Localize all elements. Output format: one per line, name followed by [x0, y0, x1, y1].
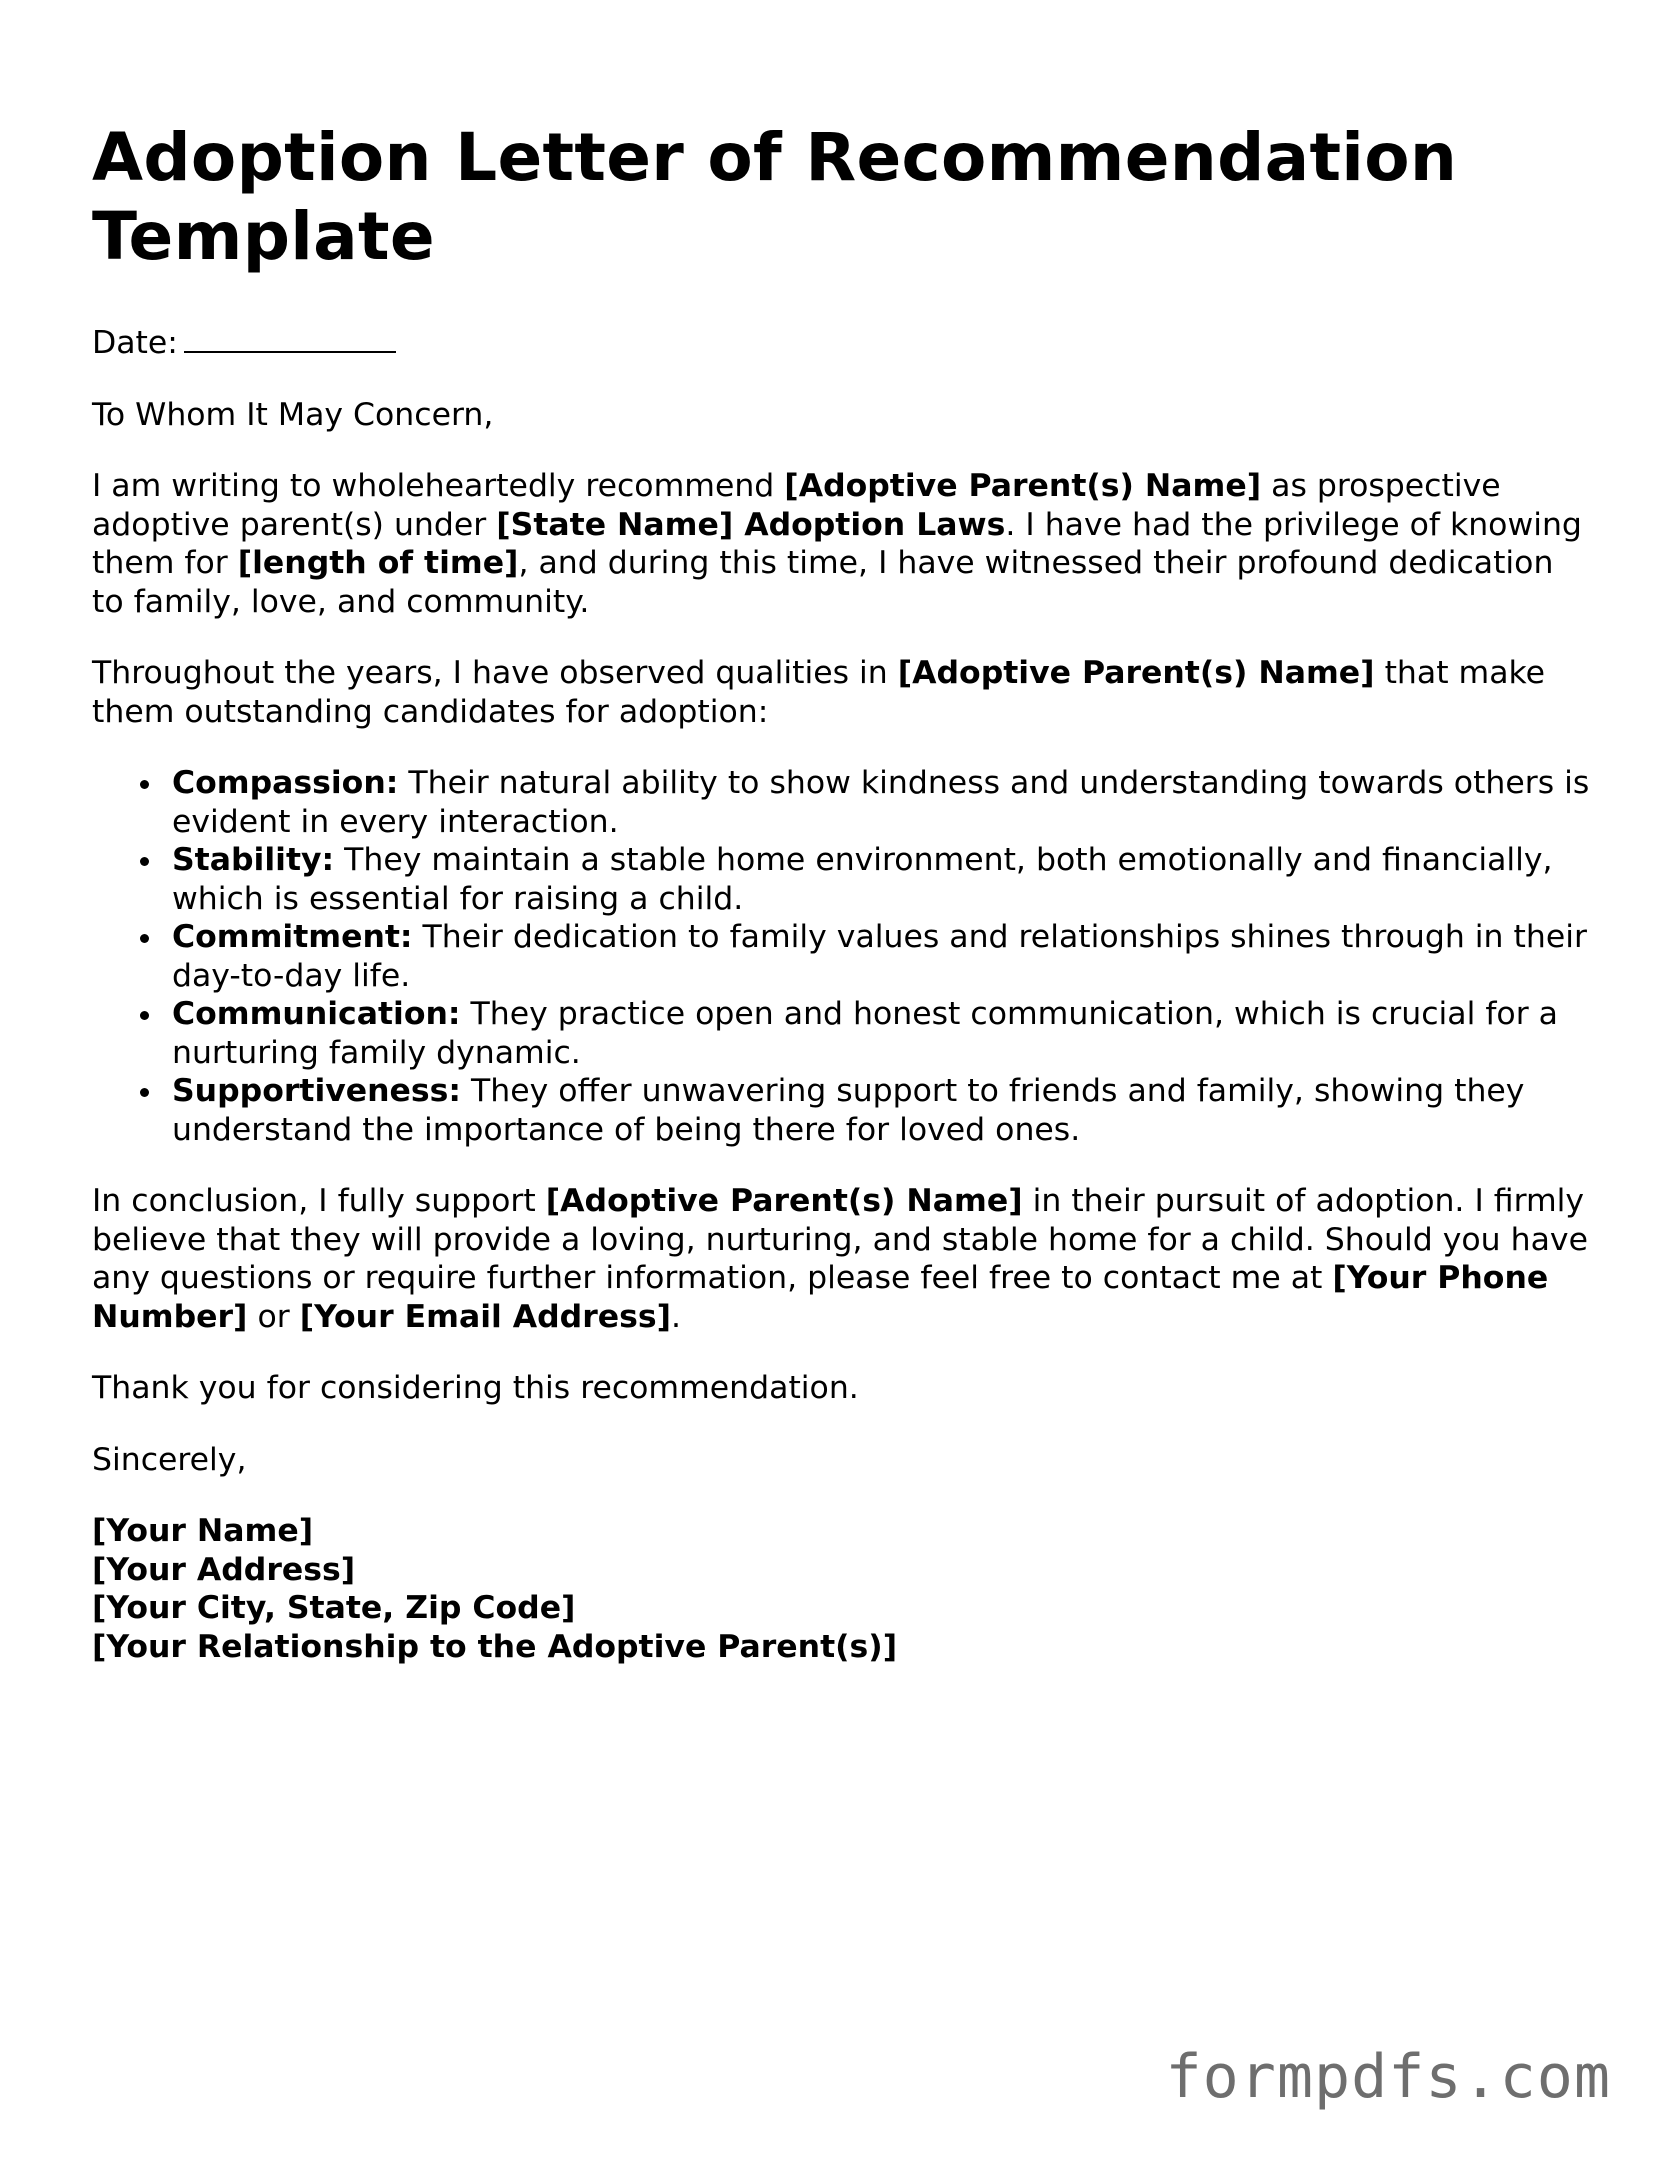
qualities-list [92, 764, 1592, 1149]
signature-name: [Your Name] [92, 1513, 314, 1549]
signature-address: [Your Address] [92, 1551, 356, 1588]
quality-label: Compassion: [172, 765, 399, 801]
phone-placeholder: [Your Phone Number] [92, 1260, 1549, 1335]
list-item [172, 841, 1592, 918]
date-blank-field[interactable] [184, 325, 396, 353]
quality-label: Supportiveness: [172, 1073, 462, 1109]
conclusion-paragraph [92, 1182, 1592, 1336]
list-item [172, 918, 1592, 995]
conclusion-text-2: in their pursuit of adoption. I firmly believe that they will provide a loving, nurturing, and stable home for a child. Should you have any questions or require further information, please feel free to contact me at [92, 1183, 1588, 1296]
qualities-intro-text-1: Throughout the years, I have observed qualities in [92, 655, 898, 691]
intro-text-4: , and during this time, I have witnessed their profound dedication to family, love, and community. [92, 545, 1554, 620]
email-placeholder: [Your Email Address] [299, 1298, 672, 1335]
quality-label: Stability: [172, 842, 335, 878]
thanks-line: Thank you for considering this recommendation. [92, 1370, 859, 1406]
list-item [172, 1072, 1592, 1149]
conclusion-text-1: In conclusion, I fully support [92, 1183, 546, 1219]
quality-text: Their dedication to family values and relationships shines through in their day-to-day life. [172, 919, 1587, 994]
closing-line: Sincerely, [92, 1441, 247, 1478]
list-item [172, 995, 1592, 1072]
intro-text-3: . I have had the privilege of knowing them for [92, 506, 1582, 581]
state-law-placeholder: [State Name] Adoption Laws [496, 506, 1006, 543]
quality-label: Commitment: [172, 919, 413, 955]
length-of-time-placeholder: [length of time] [237, 545, 519, 581]
signature-block [92, 1512, 1592, 1666]
quality-text: They offer unwavering support to friends and family, showing they understand the importance of being there for loved ones. [172, 1073, 1525, 1148]
intro-text-2: as prospective adoptive parent(s) under [92, 468, 1501, 543]
conclusion-text-3: or [247, 1298, 300, 1335]
quality-text: They maintain a stable home environment, both emotionally and financially, which is essential for raising a child. [172, 842, 1553, 917]
quality-label: Communication: [172, 996, 461, 1032]
page-title: Adoption Letter of Recommendation Template [92, 119, 1458, 275]
parent-name-placeholder: [Adoptive Parent(s) Name] [897, 655, 1375, 691]
intro-paragraph [92, 467, 1592, 621]
qualities-intro-text-2: that make them outstanding candidates for adoption: [92, 655, 1546, 730]
quality-text: They practice open and honest communication, which is crucial for a nurturing family dynamic. [172, 996, 1558, 1071]
list-item [172, 764, 1592, 841]
date-label: Date: [92, 325, 178, 361]
watermark: formpdfs.com [1165, 2042, 1611, 2112]
salutation: To Whom It May Concern, [92, 396, 494, 433]
conclusion-text-4: . [671, 1298, 682, 1335]
signature-city-state-zip: [Your City, State, Zip Code] [92, 1590, 576, 1626]
signature-relationship: [Your Relationship to the Adoptive Parent(s)] [92, 1628, 898, 1665]
intro-text-1: I am writing to wholeheartedly recommend [92, 468, 785, 504]
parent-name-placeholder: [Adoptive Parent(s) Name] [545, 1183, 1023, 1219]
letter-document [92, 118, 1592, 1666]
date-line [92, 324, 1592, 363]
quality-text: Their natural ability to show kindness and understanding towards others is evident in every interaction. [172, 765, 1590, 840]
parent-name-placeholder: [Adoptive Parent(s) Name] [784, 468, 1262, 504]
qualities-intro-paragraph [92, 654, 1592, 731]
